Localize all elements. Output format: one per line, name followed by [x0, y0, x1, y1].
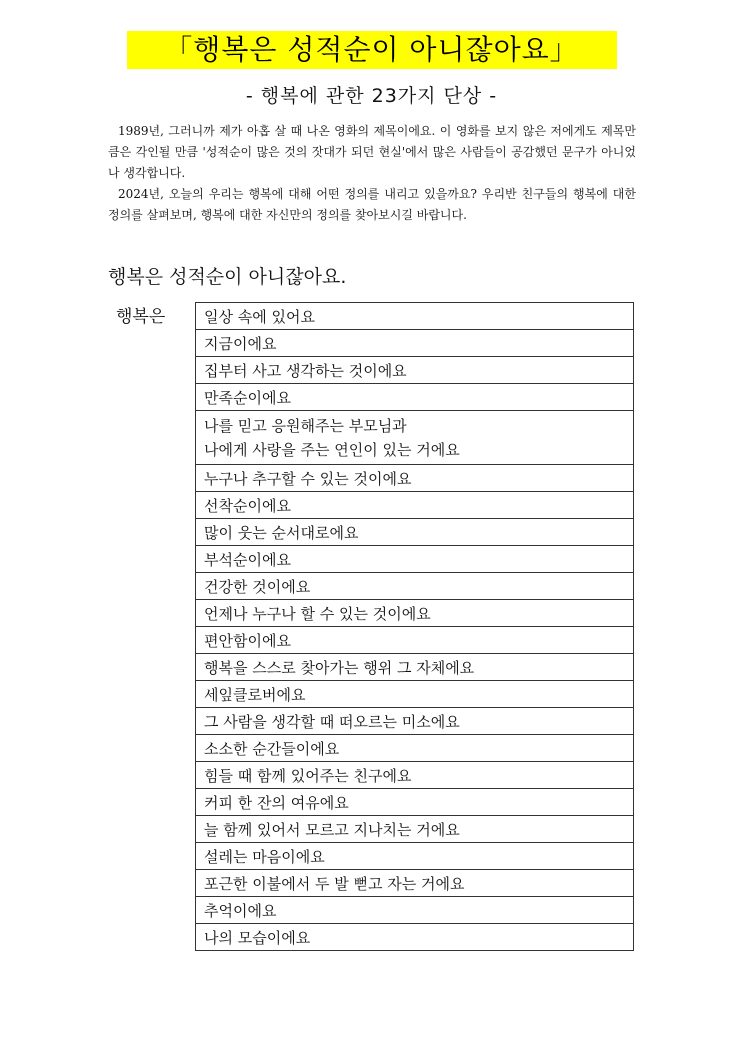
definition-cell: 소소한 순간들이에요 — [196, 735, 634, 762]
table-row — [196, 654, 634, 681]
table-row — [196, 708, 634, 735]
table-row — [196, 816, 634, 843]
table-row — [196, 735, 634, 762]
section-heading: 행복은 성적순이 아니잖아요. — [108, 266, 347, 288]
intro-section — [108, 121, 636, 226]
definition-cell: 선착순이에요 — [196, 492, 634, 519]
definition-cell: 많이 웃는 순서대로에요 — [196, 519, 634, 546]
table-row — [196, 330, 634, 357]
definition-cell: 힘들 때 함께 있어주는 친구에요 — [196, 762, 634, 789]
definition-cell: 지금이에요 — [196, 330, 634, 357]
table-row — [196, 492, 634, 519]
table-row — [196, 465, 634, 492]
document-subtitle: - 행복에 관한 23가지 단상 - — [245, 85, 498, 107]
definition-cell: 누구나 추구할 수 있는 것이에요 — [196, 465, 634, 492]
table-row — [196, 303, 634, 330]
definition-cell: 편안함이에요 — [196, 627, 634, 654]
definition-cell: 나를 믿고 응원해주는 부모님과 나에게 사랑을 주는 연인이 있는 거에요 — [196, 411, 634, 465]
definition-cell: 그 사람을 생각할 때 떠오르는 미소에요 — [196, 708, 634, 735]
definition-cell: 일상 속에 있어요 — [196, 303, 634, 330]
intro-paragraph: 2024년, 오늘의 우리는 행복에 대해 어떤 정의를 내리고 있을까요? 우리반 친구들의 행복에 대한 정의를 살펴보며, 행복에 대한 자신만의 정의를 찾아보시길 바랍니다. — [108, 187, 636, 222]
table-row — [196, 870, 634, 897]
table-row — [196, 762, 634, 789]
table-row — [196, 384, 634, 411]
definition-cell: 늘 함께 있어서 모르고 지나치는 거에요 — [196, 816, 634, 843]
table-row — [196, 519, 634, 546]
document-title: 「행복은 성적순이 아니잖아요」 — [127, 31, 617, 69]
definition-cell: 행복을 스스로 찾아가는 행위 그 자체에요 — [196, 654, 634, 681]
definition-cell: 집부터 사고 생각하는 것이에요 — [196, 357, 634, 384]
definitions-row-label: 행복은 — [116, 307, 166, 327]
table-row — [196, 573, 634, 600]
definition-cell: 부석순이에요 — [196, 546, 634, 573]
table-row — [196, 924, 634, 951]
intro-paragraph: 1989년, 그러니까 제가 아홉 살 때 나온 영화의 제목이에요. 이 영화를 보지 않은 저에게도 제목만큼은 각인될 만큼 '성적순이 많은 것의 잣대가 되던 현실'에서 많은 사람들이 공감했던 문구가 아니었나 생각합니다. — [108, 124, 636, 180]
table-row — [196, 897, 634, 924]
definitions-table — [195, 302, 634, 951]
table-row — [196, 627, 634, 654]
table-row — [196, 357, 634, 384]
definition-cell: 추억이에요 — [196, 897, 634, 924]
definition-cell: 설레는 마음이에요 — [196, 843, 634, 870]
table-row — [196, 681, 634, 708]
table-row — [196, 789, 634, 816]
table-row — [196, 411, 634, 465]
definition-cell: 포근한 이불에서 두 발 뻗고 자는 거에요 — [196, 870, 634, 897]
definition-cell: 커피 한 잔의 여유에요 — [196, 789, 634, 816]
table-row — [196, 546, 634, 573]
title-wrapper — [0, 31, 743, 69]
definition-cell: 나의 모습이에요 — [196, 924, 634, 951]
definition-cell: 만족순이에요 — [196, 384, 634, 411]
definition-cell: 세잎클로버에요 — [196, 681, 634, 708]
definition-cell: 언제나 누구나 할 수 있는 것이에요 — [196, 600, 634, 627]
table-row — [196, 600, 634, 627]
table-row — [196, 843, 634, 870]
definition-cell: 건강한 것이에요 — [196, 573, 634, 600]
